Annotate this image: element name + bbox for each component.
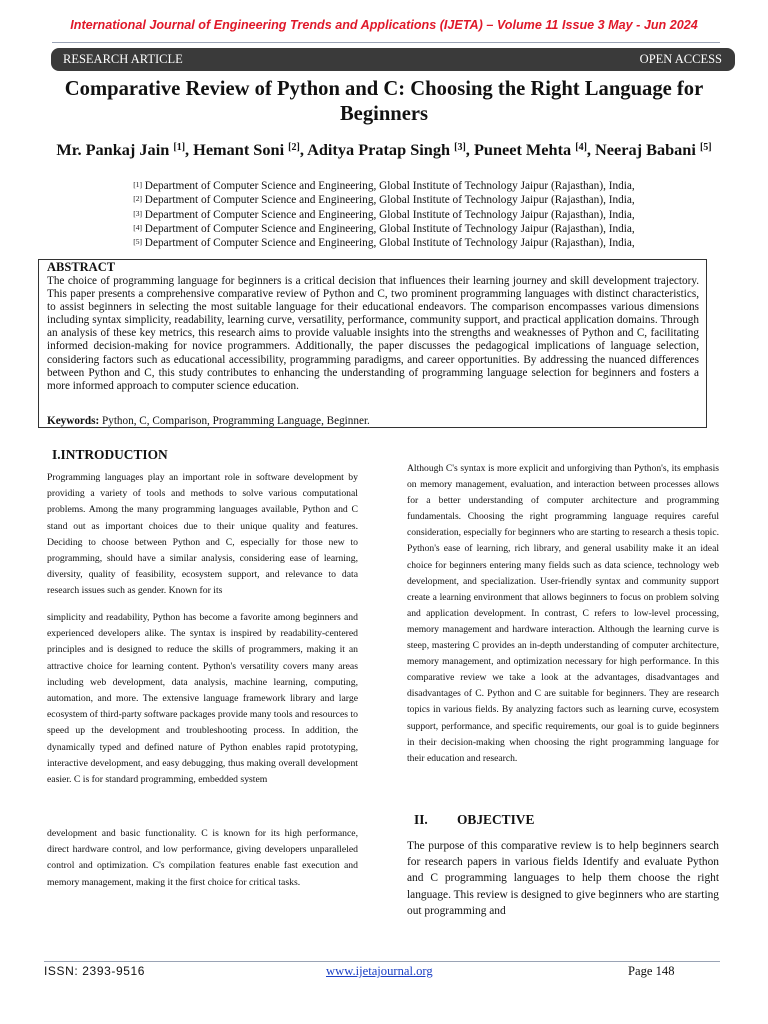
keywords-label: Keywords:: [47, 415, 100, 427]
author-name: Neeraj Babani: [595, 140, 696, 159]
journal-website-link[interactable]: www.ijetajournal.org: [326, 964, 433, 978]
affiliation-text: Department of Computer Science and Engineering, Global Institute of Technology Jaipur (Rajasthan), India,: [144, 180, 635, 192]
affiliation-item: [60, 222, 708, 236]
section-heading-objective: [414, 812, 534, 828]
page-number: Page 148: [628, 964, 675, 978]
journal-header: International Journal of Engineering Trends and Applications (IJETA) – Volume 11 Issue 3 May - Jun 2024: [70, 18, 698, 32]
affiliation-ref: [5]: [133, 237, 142, 247]
issn-label: ISSN: 2393-9516: [44, 964, 146, 978]
author-ref: [1]: [173, 142, 186, 153]
author-ref: [2]: [288, 142, 300, 153]
affiliation-item: [60, 236, 708, 250]
article-banner: [51, 48, 735, 71]
affiliation-text: Department of Computer Science and Engineering, Global Institute of Technology Jaipur (Rajasthan), India,: [144, 222, 635, 235]
abstract-text: The choice of programming language for beginners is a critical decision that influences their learning journey and skill development trajectory. This paper presents a comprehensive comparative review of Python and C, two prominent programming languages with distinct characteristics, to assist beginners in selecting the most suitable language for their educational endeavors. The comparison encompasses various dimensions including syntax simplicity, readability, learning curve, versatility, performance, community support, and practical application domains. Through an analysis of these key metrics, this research aims to provide valuable insights into the strengths and weaknesses of Python and C, facilitating informed decision-making for novice programmers. Additionally, the paper discusses the pedagogical implications of language selection, considering factors such as educational accessibility, programming paradigms, and career opportunities. By addressing the nuanced differences between Python and C, this study contributes to enhancing the understanding of programming language selection for beginners and fosters a more informed approach to computer science education.: [47, 275, 699, 392]
objective-paragraph: The purpose of this comparative review is to help beginners search for research papers in various fields Identify and evaluate Python and C programming languages to help them choose the right language. This review is designed to give beginners who are starting out programming and: [407, 840, 720, 917]
intro-paragraph-1: Programming languages play an important role in software development by providing a variety of tools and methods to solve various computational problems. Among the many programming languages available, Python and C stand out as important choices due to their unique quality and features. Deciding to choose between Python and C, especially for those new to programming, should have a similar analysis, considering ease of learning, diversity, quality of feasibility, ecosystem support, and relevance to data research issues such as gender. Known for its: [47, 472, 358, 597]
intro-paragraph-3: development and basic functionality. C is known for its high performance, direct hardware control, and low performance, giving developers unparalleled control and optimization. C's compilation features enable fast execution and memory management, making it the first choice for critical tasks.: [47, 828, 358, 888]
author-name: Aditya Pratap Singh: [307, 140, 451, 159]
section-number: II.: [414, 812, 428, 827]
affiliation-ref: [1]: [133, 180, 142, 189]
affiliation-text: Department of Computer Science and Engineering, Global Institute of Technology Jaipur (Rajasthan), India,: [144, 194, 635, 207]
header-divider: [52, 42, 720, 43]
affiliation-item: [60, 208, 708, 222]
affiliation-ref: [4]: [133, 222, 142, 232]
author-ref: [4]: [575, 142, 587, 153]
keywords-line: [47, 415, 699, 428]
section-heading-introduction: I.INTRODUCTION: [52, 447, 168, 462]
affiliation-list: [60, 179, 708, 250]
affiliation-item: [60, 179, 708, 193]
affiliation-ref: [2]: [133, 194, 142, 204]
author-name: Mr. Pankaj Jain: [56, 140, 170, 159]
author-ref: [3]: [454, 142, 466, 153]
author-ref: [5]: [699, 142, 712, 153]
open-access-label: OPEN ACCESS: [639, 52, 722, 66]
author-name: Puneet Mehta: [473, 140, 572, 159]
section-title: OBJECTIVE: [457, 812, 535, 827]
affiliation-item: [60, 193, 708, 207]
article-type-label: RESEARCH ARTICLE: [63, 52, 183, 66]
affiliation-text: Department of Computer Science and Engineering, Global Institute of Technology Jaipur (Rajasthan), India,: [144, 237, 635, 250]
affiliation-text: Department of Computer Science and Engineering, Global Institute of Technology Jaipur (Rajasthan), India,: [144, 208, 635, 221]
affiliation-ref: [3]: [133, 208, 142, 218]
abstract-heading: ABSTRACT: [47, 260, 116, 274]
author-name: Hemant Soni: [193, 140, 285, 159]
footer-divider: [44, 961, 720, 962]
author-list: Mr. Pankaj Jain [1], Hemant Soni [2], Aditya Pratap Singh [3], Puneet Mehta [4], Neeraj Babani [5]: [56, 140, 712, 159]
paper-title: Comparative Review of Python and C: Choosing the Right Language for Beginners: [64, 78, 704, 125]
keywords-text: Python, C, Comparison, Programming Language, Beginner.: [102, 415, 370, 427]
intro-paragraph-4: Although C's syntax is more explicit and unforgiving than Python's, its emphasis on memory management, evaluation, and interaction between processes allows for a better understanding of computer architecture and programming fundamentals. Choosing the right programming language requires careful consideration, especially for beginners who are starting to research a thesis topic. Python's ease of learning, rich library, and general usability make it an ideal choice for beginners entering many fields such as data science, technology web development, and specialization. User-friendly syntax and community support create a learning environment that allows beginners to focus on problem solving and application development. In contrast, C refers to low-level processing, memory management and hardware interaction. Although the learning curve is steep, mastering C provides an in-depth understanding of computer architecture, memory management, and optimization necessary for high performance. In this comparative review we take a look at the advantages, disadvantages and disadvantages of C. Python and C are suitable for beginners. They are research topics in various fields. By analyzing factors such as learning curve, ecosystem support, performance, and specific requirements, our goal is to guide beginners in their decision-making when choosing the right programming language for their education and research.: [407, 463, 719, 764]
intro-paragraph-2: simplicity and readability, Python has become a favorite among beginners and experienced developers alike. The syntax is inspired by readability-centered principles and is designed to reduce the skills of programmers, making it an attractive choice for learning content. Python's versatility covers many areas including web development, data analysis, machine learning, computing, automation, and more. The extensive language framework library and large ecosystem of third-party software packages provide many tools and resources to speed up the development and troubleshooting process. In addition, the dynamically typed and defined nature of Python enables rapid prototyping, interactive development, and easy debugging, thus making overall development easier. C is for standard programming, embedded system: [47, 612, 358, 786]
